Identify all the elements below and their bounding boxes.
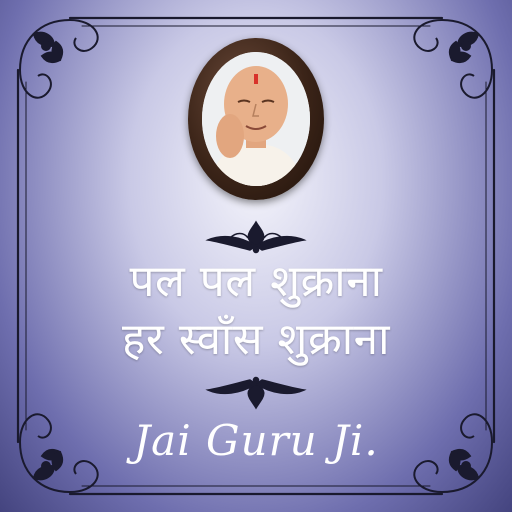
lotus-corner-ornament-icon	[414, 20, 492, 98]
flourish-divider-top-icon	[208, 222, 304, 253]
portrait-photo	[202, 52, 310, 186]
quote-line-1: पल पल शुक्राना	[129, 256, 383, 307]
lotus-corner-ornament-icon	[20, 20, 98, 98]
flourish-divider-bottom-icon	[208, 378, 304, 409]
signature-text: Jai Guru Ji.	[133, 416, 379, 465]
quote-line-2: हर स्वाँस शुक्राना	[122, 314, 390, 365]
portrait-frame	[188, 38, 324, 200]
portrait-figure-icon	[202, 52, 310, 186]
